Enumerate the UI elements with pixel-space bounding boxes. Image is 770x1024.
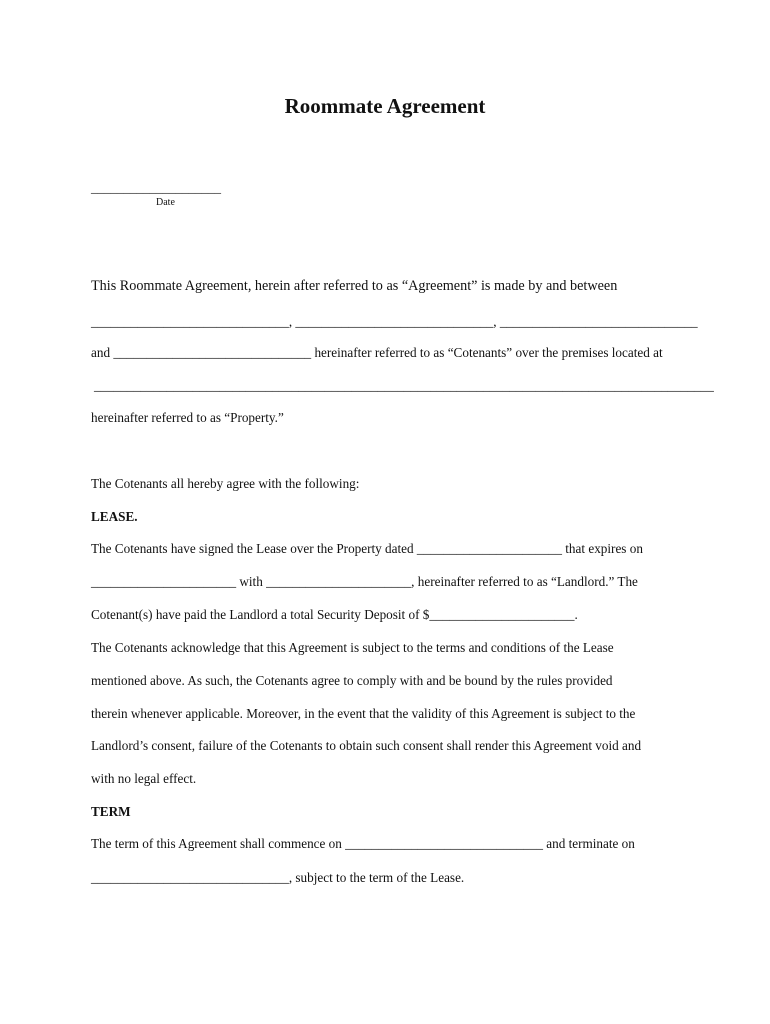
lease-line: The Cotenants have signed the Lease over the Property dated ______________________ that expires on <box>91 541 643 556</box>
lease-line: with no legal effect. <box>91 771 197 786</box>
parties-blank-line: ______________________________, ______________________________, ______________________________ <box>91 314 698 329</box>
document-title: Roommate Agreement <box>284 94 486 118</box>
date-label: Date <box>156 197 175 208</box>
term-line: ______________________________, subject to the term of the Lease. <box>91 870 465 885</box>
lease-line: mentioned above. As such, the Cotenants agree to comply with and be bound by the rules provided <box>91 673 613 688</box>
lease-line: ______________________ with ______________________, hereinafter referred to as “Landlord.” The <box>91 574 638 589</box>
lease-line: The Cotenants acknowledge that this Agreement is subject to the terms and conditions of the Lease <box>91 640 614 655</box>
lease-line: Landlord’s consent, failure of the Cotenants to obtain such consent shall render this Agreement void and <box>91 738 642 753</box>
lease-line: therein whenever applicable. Moreover, in the event that the validity of this Agreement is subject to the <box>91 706 636 721</box>
lease-heading: LEASE. <box>91 509 138 524</box>
and-cotenants-line: and ______________________________ hereinafter referred to as “Cotenants” over the premises located at <box>91 345 663 360</box>
address-blank-line: ______________________________________________________________________________________________ <box>94 378 714 393</box>
property-line: hereinafter referred to as “Property.” <box>91 410 284 425</box>
term-heading: TERM <box>91 804 131 819</box>
lease-line: Cotenant(s) have paid the Landlord a total Security Deposit of $______________________. <box>91 607 578 622</box>
date-blank: ____________________ <box>91 180 221 195</box>
intro-paragraph: This Roommate Agreement, herein after referred to as “Agreement” is made by and between <box>91 278 618 294</box>
agree-line: The Cotenants all hereby agree with the following: <box>91 476 360 491</box>
term-line: The term of this Agreement shall commence on ______________________________ and terminate on <box>91 836 635 851</box>
